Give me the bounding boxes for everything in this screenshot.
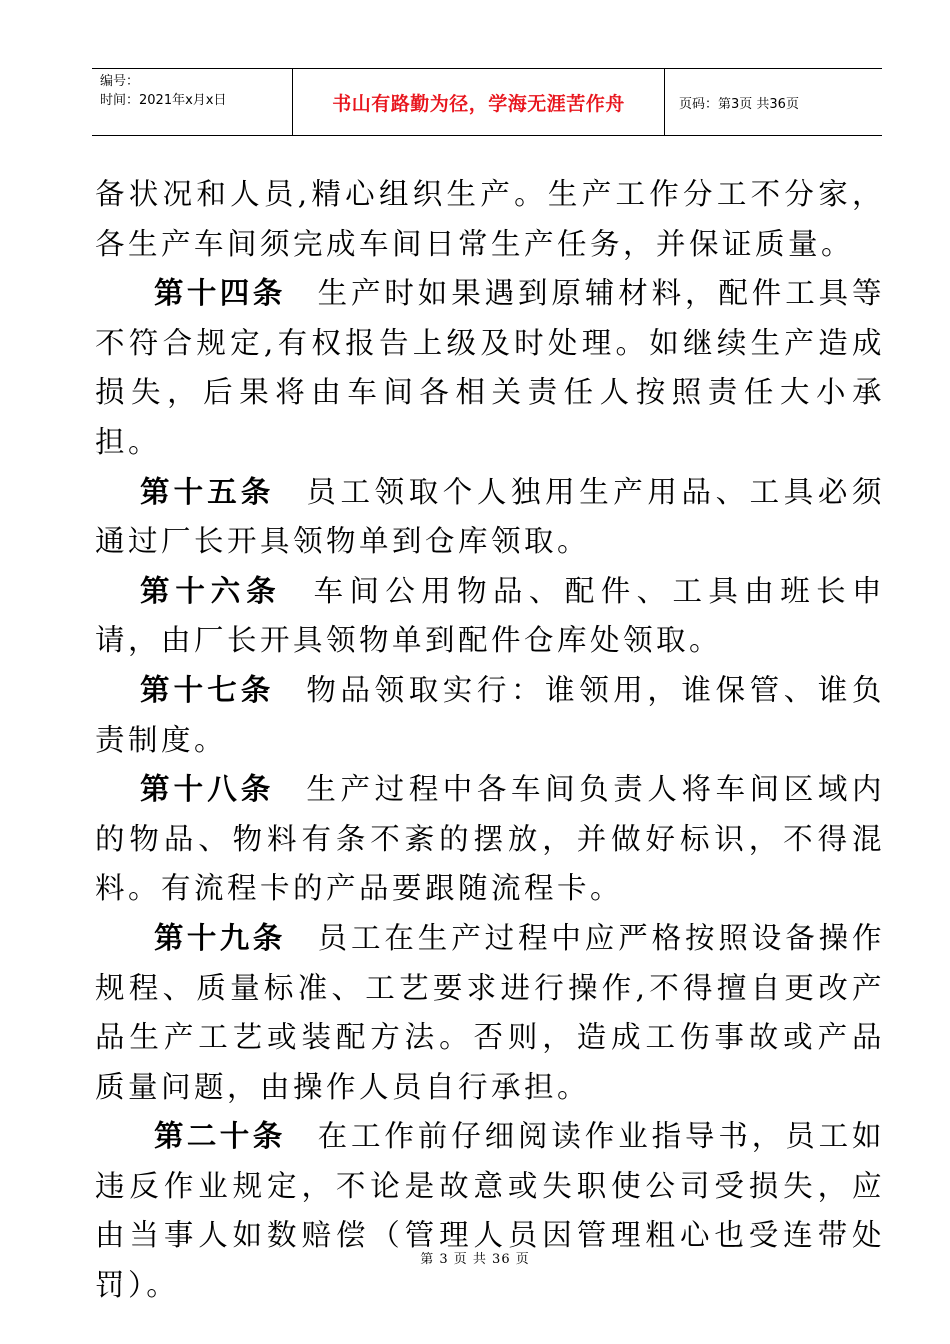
paragraph-text: 备状况和人员,精心组织生产。生产工作分工不分家，各生产车间须完成车间日常生产任务，并保证质量。 (95, 177, 885, 261)
number-label: 编号： (100, 74, 140, 89)
paragraph-text: 员工在生产过程中应严格按照设备操作规程、质量标准、工艺要求进行操作,不得擅自更改产品生产工艺或装配方法。否则，造成工伤事故或产品质量问题，由操作人员自行承担。 (95, 920, 885, 1104)
article-heading: 第十四条 (154, 276, 286, 311)
article-20 (95, 1112, 885, 1310)
page-header (92, 68, 882, 136)
article-heading: 第十九条 (154, 920, 286, 955)
document-body (95, 170, 885, 1311)
paragraph-text: 员工领取个人独用生产用品、工具必须通过厂长开具领物单到仓库领取。 (95, 474, 885, 559)
header-motto: 书山有路勤为径，学海无涯苦作舟 (293, 69, 665, 135)
article-14 (95, 269, 885, 467)
paragraph-continued (95, 170, 885, 269)
paragraph-text: 在工作前仔细阅读作业指导书，员工如违反作业规定，不论是故意或失职使公司受损失，应由当事人如数赔偿（管理人员因管理粗心也受连带处罚）。 (95, 1119, 885, 1303)
article-heading: 第十七条 (140, 672, 275, 707)
article-heading: 第十八条 (140, 772, 275, 807)
article-15 (95, 468, 885, 567)
paragraph-text: 物品领取实行：谁领用，谁保管、谁负责制度。 (95, 672, 885, 757)
article-17 (95, 666, 885, 765)
article-heading: 第十五条 (140, 474, 275, 509)
article-19 (95, 914, 885, 1112)
paragraph-text: 生产过程中各车间负责人将车间区域内的物品、物料有条不紊的摆放，并做好标识，不得混料。有流程卡的产品要跟随流程卡。 (95, 772, 885, 906)
paragraph-text: 生产时如果遇到原辅材料，配件工具等不符合规定,有权报告上级及时处理。如继续生产造成损失，后果将由车间各相关责任人按照责任大小承担。 (95, 276, 885, 459)
article-16 (95, 567, 885, 666)
page-footer: 第 3 页 共 36 页 (420, 1252, 530, 1267)
header-meta (92, 69, 293, 135)
article-heading: 第二十条 (154, 1119, 286, 1154)
header-page-code: 页码：第3页 共36页 (679, 96, 799, 112)
time-label: 时间：2021年x月x日 (100, 93, 227, 108)
paragraph-text: 车间公用物品、配件、工具由班长申请，由厂长开具领物单到配件仓库处领取。 (95, 573, 885, 658)
article-18 (95, 765, 885, 914)
article-heading: 第十六条 (140, 573, 282, 608)
